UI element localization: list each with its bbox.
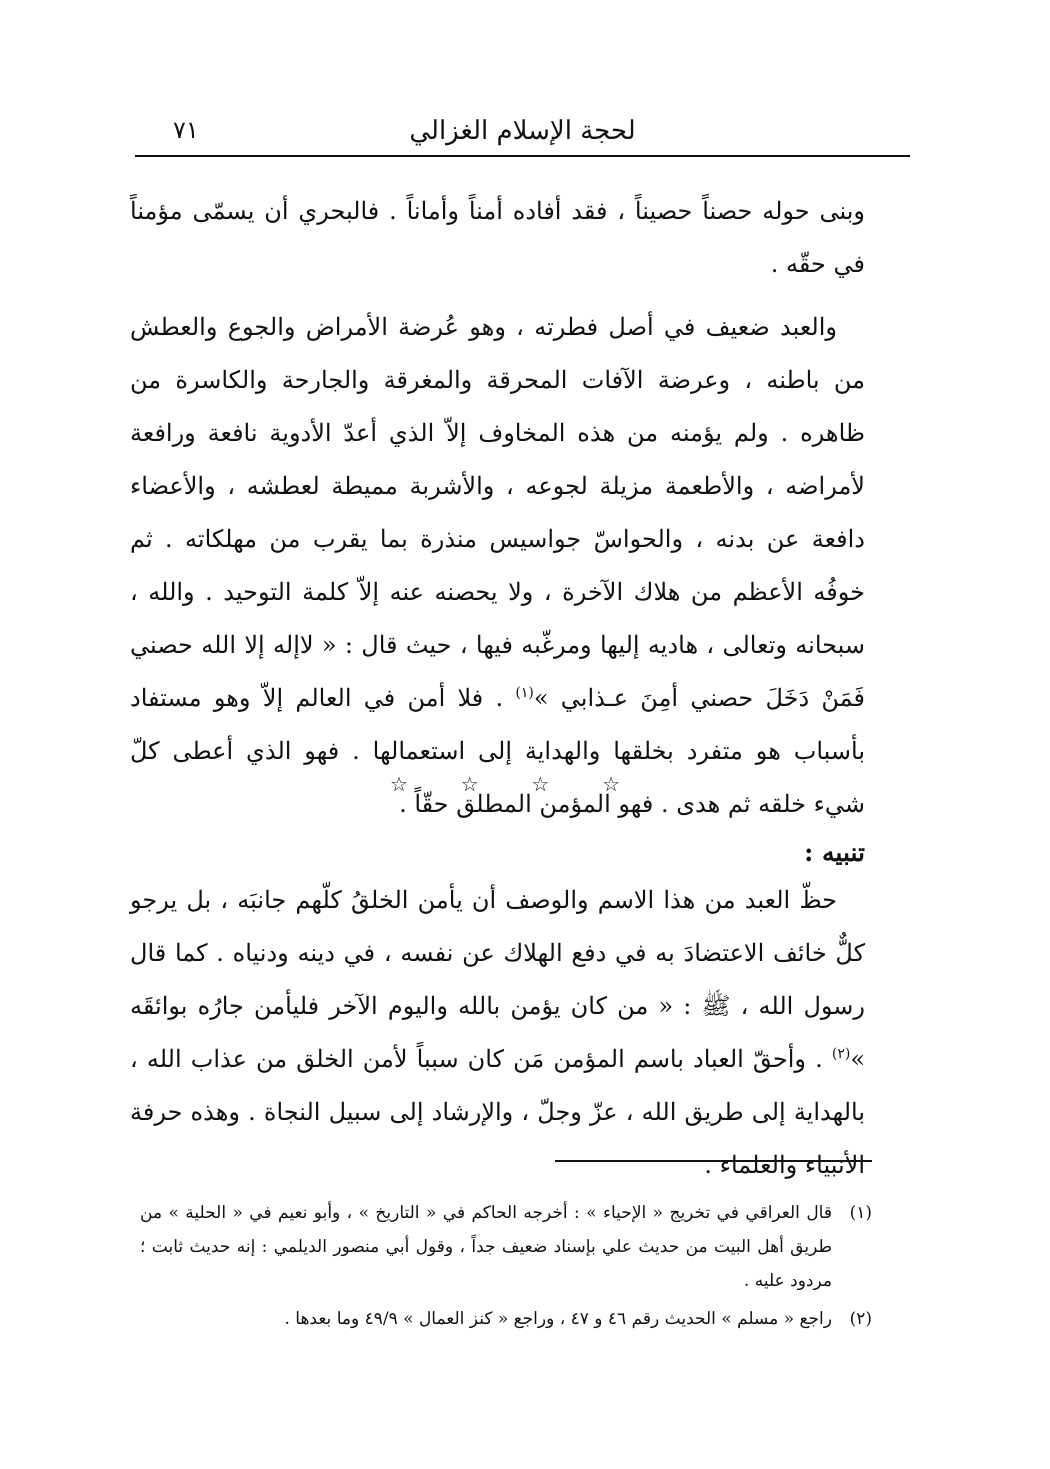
star-icon: ☆	[390, 772, 408, 796]
paragraph-3-text-a: حظّ العبد من هذا الاسم والوصف أن يأمن الخلقُ كلّهم جانبَه ، بل يرجو كلٌّ خائف الاعتضادَ به في دفع الهلاك عن نفسه ، في دينه ودنياه . كما قال رسول الله ، ﷺ : « من كان يؤمن بالله واليوم الآخر فليأمن جارُه بوائقَه »	[130, 886, 865, 1073]
footnote-ref-2: (٢)	[831, 1046, 851, 1062]
footnote-text: قال العراقي في تخريج « الإحياء » : أخرجه الحاكم في « التاريخ » ، وأبو نعيم في « الحلية » من طريق أهل البيت من حديث علي بإسناد ضعيف جداً ، وقول أبي منصور الديلمي : إنه حديث ثابت ؛ مردود عليه .	[140, 1203, 832, 1291]
paragraph-3-text-b: . وأحقّ العباد باسم المؤمن مَن كان سبباً لأمن الخلق من عذاب الله ، بالهداية إلى طريق الله ، عزّ وجلّ ، والإرشاد إلى سبيل النجاة . وهذه حرفة الأنبياء والعلماء .	[130, 1045, 865, 1179]
running-header	[135, 108, 910, 152]
star-icon: ☆	[460, 772, 479, 796]
footnotes	[140, 1196, 872, 1340]
star-icon: ☆	[602, 772, 620, 796]
header-title: لحجة الإسلام الغزالي	[409, 116, 636, 146]
paragraph-2	[130, 301, 865, 831]
footnote-number: (١)	[849, 1203, 872, 1223]
section-separator-stars	[390, 772, 620, 796]
footnote-text: راجع « مسلم » الحديث رقم ٤٦ و ٤٧ ، وراجع « كنز العمال » ٤٩/٩ وما بعدها .	[284, 1309, 832, 1329]
header-divider	[135, 155, 910, 157]
paragraph-1: وبنى حوله حصناً حصيناً ، فقد أفاده أمناً وأماناً . فالبحري أن يسمّى مؤمناً في حقّه .	[130, 197, 865, 278]
footnote-divider	[555, 1160, 872, 1162]
star-icon: ☆	[531, 772, 550, 796]
section-heading: تنبيه :	[804, 838, 865, 867]
footnote-number: (٢)	[849, 1309, 872, 1329]
paragraph-3	[130, 874, 865, 1192]
paragraph-2-text-a: والعبد ضعيف في أصل فطرته ، وهو عُرضة الأمراض والجوع والعطش من باطنه ، وعرضة الآفات المحرقة والمغرقة والجارحة والكاسرة من ظاهره . ولم يؤمنه من هذه المخاوف إلاّ الذي أعدّ الأدوية نافعة ورافعة لأمراضه ، والأطعمة مزيلة لجوعه ، والأشربة مميطة لعطشه ، والأعضاء دافعة عن بدنه ، والحواسّ جواسيس منذرة بما يقرب من مهلكاته . ثم خوفُه الأعظم من هلاك الآخرة ، ولا يحصنه عنه إلاّ كلمة التوحيد . والله ، سبحانه وتعالى ، هاديه إليها ومرغّبه فيها ، حيث قال : « لاإله إلا الله حصني فَمَنْ دَخَلَ حصني أمِنَ عـذابي »	[130, 313, 865, 712]
paragraph-2-text-b: . فلا أمن في العالم إلاّ وهو مستفاد بأسباب هو متفرد بخلقها والهداية إلى استعمالها . فهو الذي أعطى كلّ شيء خلقه ثم هدى . فهو المؤمن المطلق حقّاً .	[130, 684, 865, 818]
page-number: ٧١	[173, 116, 199, 144]
footnote-1	[140, 1196, 872, 1298]
footnote-2	[140, 1302, 872, 1336]
footnote-ref-1: (١)	[515, 685, 534, 701]
